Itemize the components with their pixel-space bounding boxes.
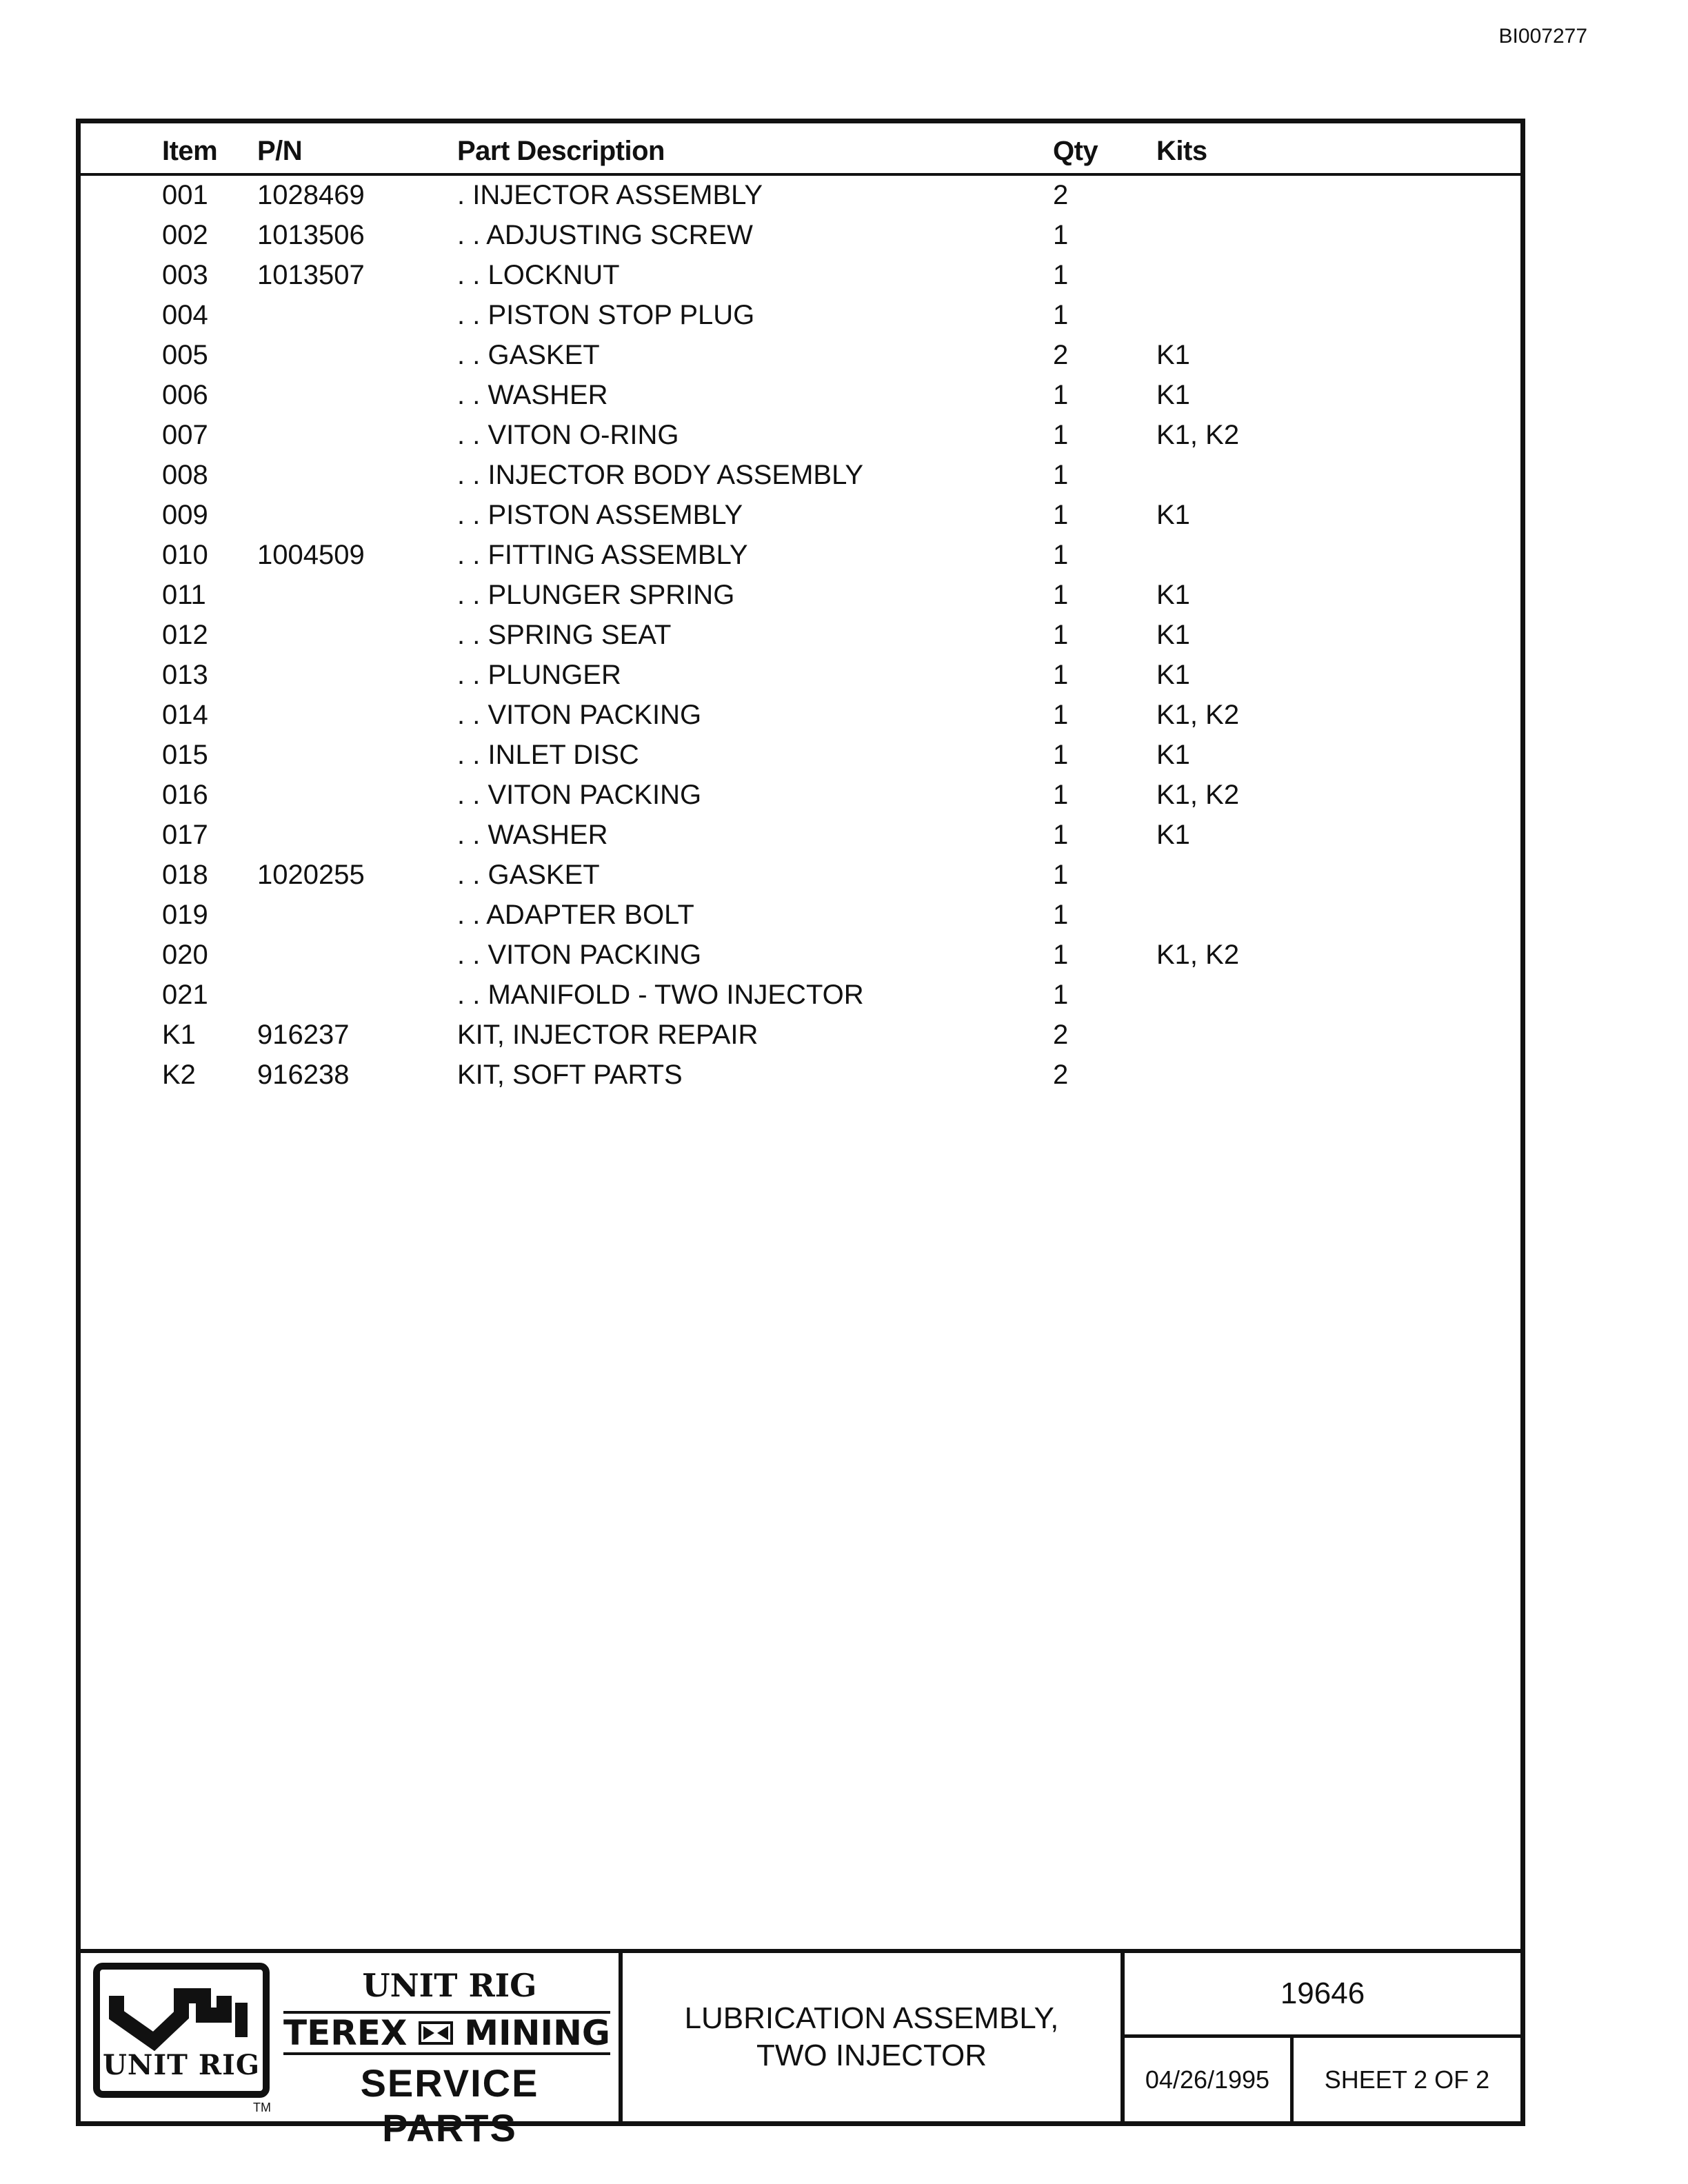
cell-item: 013 [162,660,208,690]
brand-terex-mining [283,2011,610,2055]
cell-description: . . GASKET [457,860,600,890]
unit-rig-emblem-icon [100,1975,263,2051]
cell-qty: 2 [1053,340,1069,370]
cell-description: . . VITON PACKING [457,940,702,970]
table-row [81,376,1520,416]
cell-kits: K1 [1156,820,1190,850]
cell-item: 009 [162,500,208,530]
cell-item: 016 [162,780,208,810]
cell-item: 021 [162,980,208,1010]
cell-qty: 1 [1053,980,1069,1010]
cell-qty: 1 [1053,540,1069,570]
table-row [81,1015,1520,1055]
title-line-1: LUBRICATION ASSEMBLY, [684,2001,1059,2035]
sheet-number: SHEET 2 OF 2 [1324,2065,1490,2094]
cell-description: . . PLUNGER SPRING [457,580,735,610]
table-row [81,256,1520,296]
table-row [81,816,1520,856]
cell-qty: 1 [1053,780,1069,810]
title-block [81,1949,1520,2150]
table-row [81,496,1520,536]
table-row [81,1055,1520,1095]
brand-terex: TEREX [283,2013,408,2053]
brand-unit-rig: UNIT RIG [362,1967,537,2004]
cell-description: . . FITTING ASSEMBLY [457,540,748,570]
cell-pn: 1013506 [257,220,365,250]
cell-description: KIT, SOFT PARTS [457,1060,683,1090]
cell-description: . . WASHER [457,380,608,410]
cell-kits: K1, K2 [1156,420,1240,450]
cell-item: 002 [162,220,208,250]
trademark: TM [253,2101,271,2114]
cell-qty: 2 [1053,1060,1069,1090]
cell-description: . . ADAPTER BOLT [457,900,694,930]
cell-kits: K1 [1156,500,1190,530]
cell-qty: 1 [1053,940,1069,970]
cell-description: . . VITON PACKING [457,780,702,810]
table-row [81,696,1520,736]
drawing-number: 19646 [1125,1953,1520,2038]
cell-item: 010 [162,540,208,570]
cell-qty: 1 [1053,860,1069,890]
table-row [81,576,1520,616]
cell-description: . INJECTOR ASSEMBLY [457,180,763,210]
cell-item: 006 [162,380,208,410]
cell-qty: 1 [1053,900,1069,930]
cell-pn: 1004509 [257,540,365,570]
cell-item: K1 [162,1020,196,1050]
table-row [81,216,1520,256]
cell-description: . . SPRING SEAT [457,620,672,650]
cell-item: 019 [162,900,208,930]
cell-item: 005 [162,340,208,370]
cell-description: KIT, INJECTOR REPAIR [457,1020,758,1050]
cell-qty: 1 [1053,460,1069,490]
cell-pn: 1013507 [257,260,365,290]
cell-qty: 1 [1053,300,1069,330]
parts-table-body [81,176,1520,1095]
cell-item: K2 [162,1060,196,1090]
cell-kits: K1 [1156,380,1190,410]
table-row [81,736,1520,776]
table-row [81,456,1520,496]
document-id: BI007277 [1498,25,1587,48]
cell-qty: 1 [1053,420,1069,450]
cell-qty: 2 [1053,1020,1069,1050]
title-line-2: TWO INJECTOR [756,2039,987,2072]
table-header [81,123,1520,176]
cell-kits: K1, K2 [1156,940,1240,970]
cell-qty: 1 [1053,820,1069,850]
cell-kits: K1 [1156,620,1190,650]
logo-cell [81,1953,623,2150]
cell-pn: 916238 [257,1060,350,1090]
cell-item: 011 [162,580,206,610]
table-row [81,536,1520,576]
cell-description: . . WASHER [457,820,608,850]
cell-qty: 1 [1053,380,1069,410]
table-row [81,616,1520,656]
cell-kits: K1, K2 [1156,700,1240,730]
cell-item: 017 [162,820,208,850]
cell-qty: 1 [1053,700,1069,730]
cell-item: 004 [162,300,208,330]
cell-description: . . GASKET [457,340,600,370]
logo-label: UNIT RIG [103,2049,260,2081]
brand-service-parts: SERVICE PARTS [360,2061,539,2150]
cell-description: . . INJECTOR BODY ASSEMBLY [457,460,864,490]
cell-qty: 1 [1053,500,1069,530]
brand-mining: MINING [464,2013,610,2053]
table-row [81,896,1520,936]
cell-kits: K1, K2 [1156,780,1240,810]
table-row [81,776,1520,816]
cell-item: 003 [162,260,208,290]
terex-icon [419,2021,453,2045]
header-kits: Kits [1156,136,1207,166]
cell-pn: 1028469 [257,180,365,210]
cell-description: . . INLET DISC [457,740,639,770]
cell-kits: K1 [1156,660,1190,690]
cell-item: 007 [162,420,208,450]
cell-description: . . PLUNGER [457,660,621,690]
cell-qty: 1 [1053,220,1069,250]
cell-item: 020 [162,940,208,970]
table-row [81,336,1520,376]
table-row [81,416,1520,456]
cell-qty: 1 [1053,580,1069,610]
table-row [81,936,1520,975]
header-description: Part Description [457,136,665,166]
cell-description: . . VITON O-RING [457,420,679,450]
cell-description: . . PISTON ASSEMBLY [457,500,743,530]
cell-description: . . VITON PACKING [457,700,702,730]
cell-pn: 916237 [257,1020,350,1050]
cell-qty: 1 [1053,660,1069,690]
cell-qty: 1 [1053,620,1069,650]
cell-kits: K1 [1156,740,1190,770]
cell-item: 008 [162,460,208,490]
header-item: Item [162,136,218,166]
cell-qty: 2 [1053,180,1069,210]
drawing-title [623,1953,1125,2121]
table-row [81,176,1520,216]
cell-kits: K1 [1156,340,1190,370]
parts-list-frame [76,119,1525,2150]
cell-qty: 1 [1053,740,1069,770]
cell-kits: K1 [1156,580,1190,610]
cell-qty: 1 [1053,260,1069,290]
table-row [81,656,1520,696]
cell-item: 012 [162,620,208,650]
table-row [81,856,1520,896]
cell-item: 001 [162,180,208,210]
cell-item: 015 [162,740,208,770]
cell-pn: 1020255 [257,860,365,890]
cell-description: . . LOCKNUT [457,260,620,290]
unit-rig-logo [93,1963,270,2098]
header-qty: Qty [1053,136,1098,166]
cell-item: 018 [162,860,208,890]
cell-item: 014 [162,700,208,730]
info-cell [1125,1953,1520,2121]
revision-date: 04/26/1995 [1125,2038,1294,2121]
cell-description: . . ADJUSTING SCREW [457,220,753,250]
cell-description: . . MANIFOLD - TWO INJECTOR [457,980,864,1010]
header-pn: P/N [257,136,303,166]
table-row [81,975,1520,1015]
table-row [81,296,1520,336]
cell-description: . . PISTON STOP PLUG [457,300,755,330]
